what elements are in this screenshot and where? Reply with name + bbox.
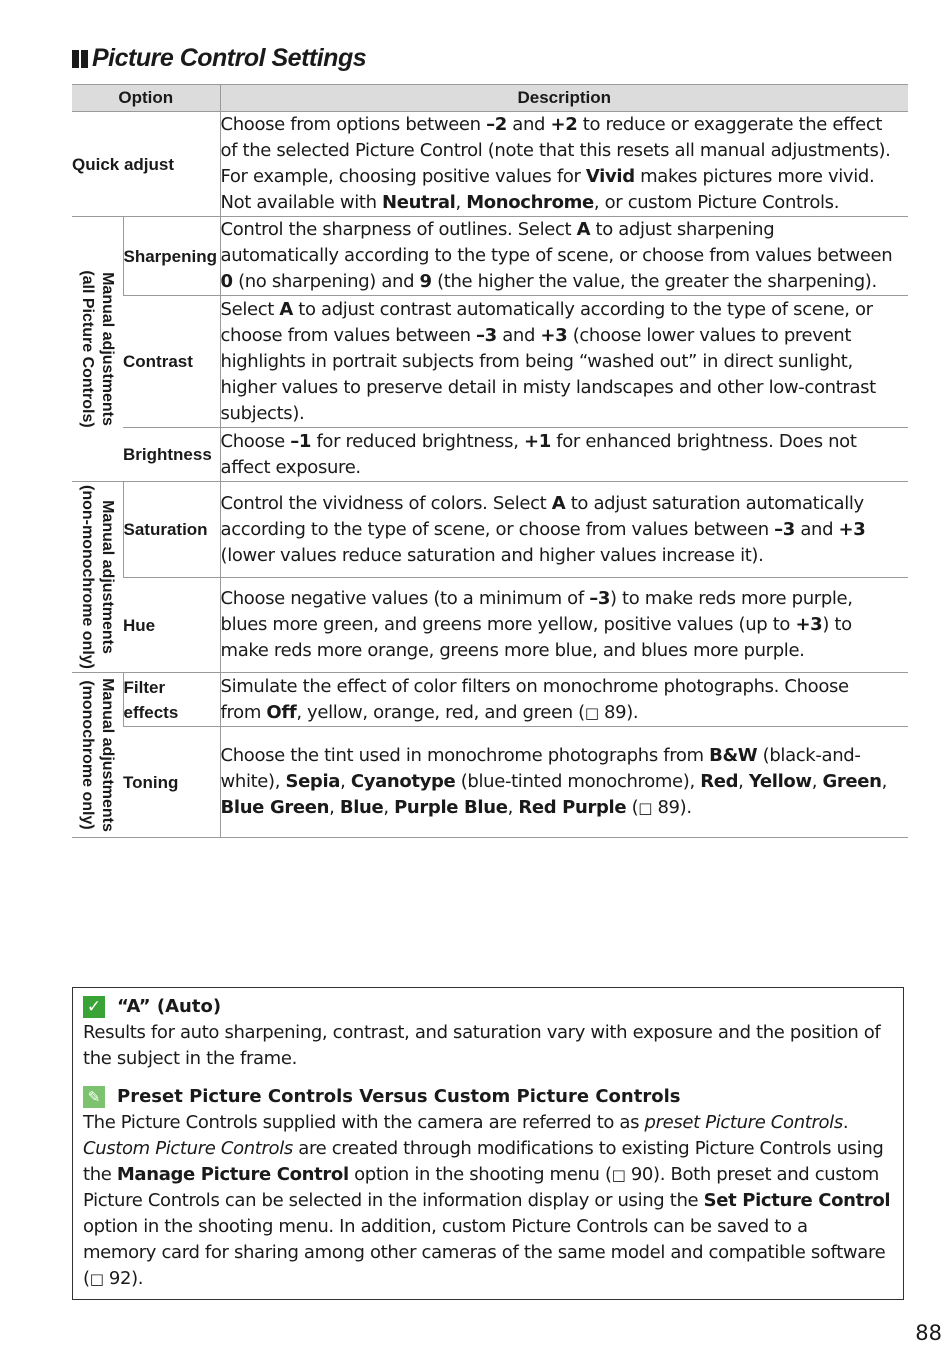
text-segment: to adjust sharpening [590, 219, 775, 240]
text-segment: Control the sharpness of outlines. Select [220, 219, 577, 240]
text-segment: , [507, 797, 519, 818]
group-label-line: Manual adjustments [99, 272, 117, 426]
text-segment: to adjust saturation automatically [565, 492, 864, 514]
note-title: “A” (Auto) [117, 996, 222, 1017]
page-number: 88 [915, 1321, 942, 1345]
bold-text: Blue [339, 797, 384, 818]
text-segment: (blue-tinted monochrome), [455, 771, 701, 792]
description-cell [220, 296, 908, 428]
bold-text: Yellow [748, 771, 812, 792]
text-line [83, 1020, 880, 1046]
bold-text: Green [822, 771, 882, 792]
text-segment: , [455, 192, 467, 213]
text-segment: Choose negative values (to a minimum of [220, 588, 590, 609]
bold-text: Cyanotype [350, 771, 456, 792]
text-segment: (the higher the value, the greater the sharpening). [431, 271, 877, 292]
option-cell [123, 296, 220, 428]
text-segment: Not available with [220, 192, 383, 213]
text-segment: higher values to preserve detail in misty landscapes and other low-contrast [220, 376, 876, 398]
bold-text: –1 [290, 430, 312, 452]
text-segment: make reds more orange, greens more blue, and blues more purple. [220, 640, 805, 661]
bold-text: Blue Green [220, 797, 330, 818]
group-label-cell [72, 217, 123, 482]
notes-box [72, 987, 904, 1300]
text-segment: 92). [103, 1267, 144, 1289]
table-row [72, 482, 908, 578]
text-segment: option in the shooting menu. In addition, custom Picture Controls can be saved to a [83, 1216, 808, 1238]
group-label [77, 678, 117, 832]
group-label-cell [72, 482, 123, 673]
text-segment: according to the type of scene, or choose from values between [220, 518, 775, 540]
option-label: effects [123, 702, 179, 722]
option-label: Saturation [123, 520, 208, 539]
text-line [221, 491, 909, 517]
bold-text: Set Picture Control [703, 1190, 891, 1212]
text-line [221, 769, 909, 795]
text-segment: , [738, 771, 749, 792]
bold-text: A [279, 298, 293, 320]
table-row [72, 112, 908, 217]
manual-page-icon: □ [611, 1165, 626, 1184]
text-line [83, 1188, 890, 1214]
text-segment: affect exposure. [220, 456, 361, 478]
bold-text: –3 [476, 324, 497, 346]
text-line [221, 638, 909, 664]
text-line [221, 297, 909, 323]
description-cell [220, 673, 908, 727]
text-line [221, 517, 909, 543]
note-auto [83, 994, 880, 1072]
group-label-line: (non-monochrome only) [79, 485, 97, 669]
text-segment: and [496, 324, 541, 346]
text-segment: The Picture Controls supplied with the camera are referred to as [83, 1112, 645, 1133]
table-row [72, 673, 908, 727]
text-segment: ( [626, 797, 639, 818]
text-segment: highlights in portrait subjects from being “washed out” in direct sunlight, [220, 350, 853, 372]
description-cell [220, 112, 908, 217]
text-line [221, 795, 909, 821]
group-label-line: (all Picture Controls) [79, 270, 97, 428]
text-segment: white), [220, 771, 286, 792]
option-cell [123, 217, 220, 296]
group-label [77, 270, 117, 427]
bold-text: +1 [523, 430, 551, 452]
description-cell [220, 727, 908, 838]
option-label: Contrast [123, 352, 193, 371]
description-cell [220, 428, 908, 482]
text-segment: for enhanced brightness. Does not [550, 430, 857, 452]
note-body [83, 1020, 880, 1072]
option-quick-adjust: Quick adjust [72, 112, 220, 217]
text-line [83, 1136, 890, 1162]
text-segment: (choose lower values to prevent [567, 324, 852, 346]
text-line [221, 269, 909, 295]
text-segment: ) to [822, 614, 852, 635]
option-cell [123, 727, 220, 838]
text-segment: to adjust contrast automatically according to the type of scene, or [292, 298, 873, 320]
text-line [221, 138, 909, 164]
text-segment: Simulate the effect of color filters on monochrome photographs. Choose [220, 675, 849, 697]
bold-text: –3 [774, 518, 795, 540]
text-line [221, 700, 909, 726]
text-segment: choose from values between [220, 324, 477, 346]
description-cell [220, 217, 908, 296]
heading-text: Picture Control Settings [92, 44, 367, 72]
text-segment: ( [83, 1267, 90, 1289]
check-icon: ✓ [83, 996, 105, 1018]
group-label-line: (monochrome only) [79, 680, 97, 830]
manual-page-icon: □ [584, 703, 599, 722]
text-line [221, 323, 909, 349]
bold-text: Neutral [382, 192, 456, 213]
text-segment: , yellow, orange, red, and green ( [296, 701, 585, 723]
text-segment: 90). Both preset and custom [625, 1163, 879, 1185]
page-heading [72, 44, 366, 73]
text-segment: Select [220, 298, 280, 320]
manual-page-icon: □ [638, 799, 653, 817]
text-segment: , [811, 771, 823, 792]
text-segment: Choose from options between [220, 114, 487, 135]
text-segment: Control the vividness of colors. Select [220, 492, 552, 514]
description-cell [220, 578, 908, 673]
bold-text: +2 [550, 114, 578, 135]
bold-text: 9 [419, 271, 432, 292]
text-line [83, 1214, 890, 1240]
bold-text: Manage Picture Control [116, 1163, 349, 1185]
text-segment: of the selected Picture Control (note that this resets all manual adjustments). [220, 140, 891, 161]
bold-text: Sepia [285, 771, 341, 792]
text-line [221, 612, 909, 638]
option-label: Toning [123, 772, 179, 792]
option-cell [123, 428, 220, 482]
note-preset-custom [83, 1084, 890, 1293]
text-segment: Choose [220, 430, 291, 452]
text-segment: , [329, 797, 340, 818]
text-segment: Results for auto sharpening, contrast, and saturation vary with exposure and the position of [83, 1022, 881, 1043]
text-segment: ) to make reds more purple, [610, 588, 853, 609]
bold-text: A [551, 492, 566, 514]
text-line [83, 1266, 890, 1293]
text-segment: memory card for sharing among other cameras of the same model and compatible software [83, 1241, 886, 1263]
text-segment: (no sharpening) and [232, 271, 420, 292]
text-segment: , or custom Picture Controls. [593, 192, 840, 213]
text-segment: (lower values reduce saturation and higher values increase it). [220, 544, 764, 566]
manual-page-icon: □ [89, 1269, 104, 1288]
bold-text: +3 [540, 324, 568, 346]
text-line [83, 1110, 890, 1136]
table-row [72, 217, 908, 296]
bold-text: Purple Blue [394, 797, 508, 818]
bold-text: +3 [838, 518, 866, 540]
bold-text: –2 [486, 114, 507, 135]
text-line [221, 349, 909, 375]
group-label [77, 485, 117, 669]
table-row [72, 296, 908, 428]
section-mark-icon [72, 50, 88, 68]
text-line [221, 112, 909, 138]
text-segment: . [842, 1112, 849, 1133]
text-line [83, 1240, 890, 1266]
bold-text: –3 [589, 588, 611, 609]
text-segment: to reduce or exaggerate the effect [577, 114, 883, 135]
text-line [83, 1162, 890, 1189]
header-description: Description [220, 85, 908, 112]
header-option: Option [72, 85, 220, 112]
text-segment: , [881, 771, 887, 792]
bold-text: Vivid [585, 166, 635, 187]
text-line [221, 190, 909, 216]
bold-text: +3 [795, 614, 823, 635]
text-segment: from [220, 701, 267, 723]
table-row [72, 727, 908, 838]
option-label: Sharpening [123, 246, 218, 266]
text-segment: and [506, 114, 551, 135]
text-segment: (black-and- [757, 745, 861, 766]
text-line [221, 401, 909, 427]
text-line [221, 429, 909, 455]
group-label-line: Manual adjustments [99, 678, 117, 832]
bold-text: Monochrome [466, 192, 594, 213]
text-segment: Choose the tint used in monochrome photographs from [220, 745, 710, 766]
text-line [221, 375, 909, 401]
text-line [221, 743, 909, 769]
bold-text: Off [266, 701, 297, 723]
group-label-line: Manual adjustments [99, 500, 117, 654]
text-line [221, 455, 909, 481]
text-line [221, 674, 909, 700]
text-segment: and [794, 518, 839, 540]
option-cell [123, 673, 220, 727]
text-line [221, 243, 909, 269]
text-line [83, 1046, 880, 1072]
group-label-cell [72, 673, 123, 838]
text-line [221, 164, 909, 190]
text-segment: , [383, 797, 395, 818]
text-segment: blues more green, and greens more yellow, positive values (up to [220, 614, 796, 635]
note-body [83, 1110, 890, 1293]
note-title: Preset Picture Controls Versus Custom Picture Controls [117, 1086, 681, 1107]
description-cell [220, 482, 908, 578]
text-segment: makes pictures more vivid. [634, 166, 875, 187]
italic-text: preset Picture Controls [644, 1112, 843, 1133]
text-segment: the [83, 1163, 117, 1185]
text-segment: subjects). [220, 402, 305, 424]
text-segment: for reduced brightness, [311, 430, 524, 452]
bold-text: Red [700, 771, 739, 792]
text-segment: For example, choosing positive values for [220, 166, 586, 187]
option-label: Hue [123, 615, 156, 635]
bold-text: B&W [709, 745, 758, 766]
italic-text: Custom Picture Controls [83, 1137, 293, 1159]
text-segment: the subject in the frame. [83, 1047, 297, 1069]
picture-control-settings-table [72, 84, 908, 838]
option-label: Brightness [123, 445, 212, 464]
text-segment: are created through modifications to existing Picture Controls using [292, 1137, 884, 1159]
text-segment: automatically according to the type of scene, or choose from values between [220, 245, 893, 266]
table-row [72, 428, 908, 482]
bold-text: Red Purple [518, 797, 627, 818]
text-segment: 89). [652, 797, 692, 818]
table-row [72, 578, 908, 673]
text-line [221, 217, 909, 243]
text-segment: , [340, 771, 351, 792]
text-line [221, 586, 909, 612]
option-label: Filter [123, 677, 166, 697]
text-segment: Picture Controls can be selected in the information display or using the [83, 1190, 704, 1212]
bold-text: 0 [220, 271, 233, 292]
text-segment: 89). [598, 701, 639, 723]
bold-text: A [576, 219, 591, 240]
option-cell [123, 482, 220, 578]
text-segment: option in the shooting menu ( [348, 1163, 612, 1185]
text-line [221, 543, 909, 569]
option-cell [123, 578, 220, 673]
pencil-icon: ✎ [83, 1086, 105, 1108]
